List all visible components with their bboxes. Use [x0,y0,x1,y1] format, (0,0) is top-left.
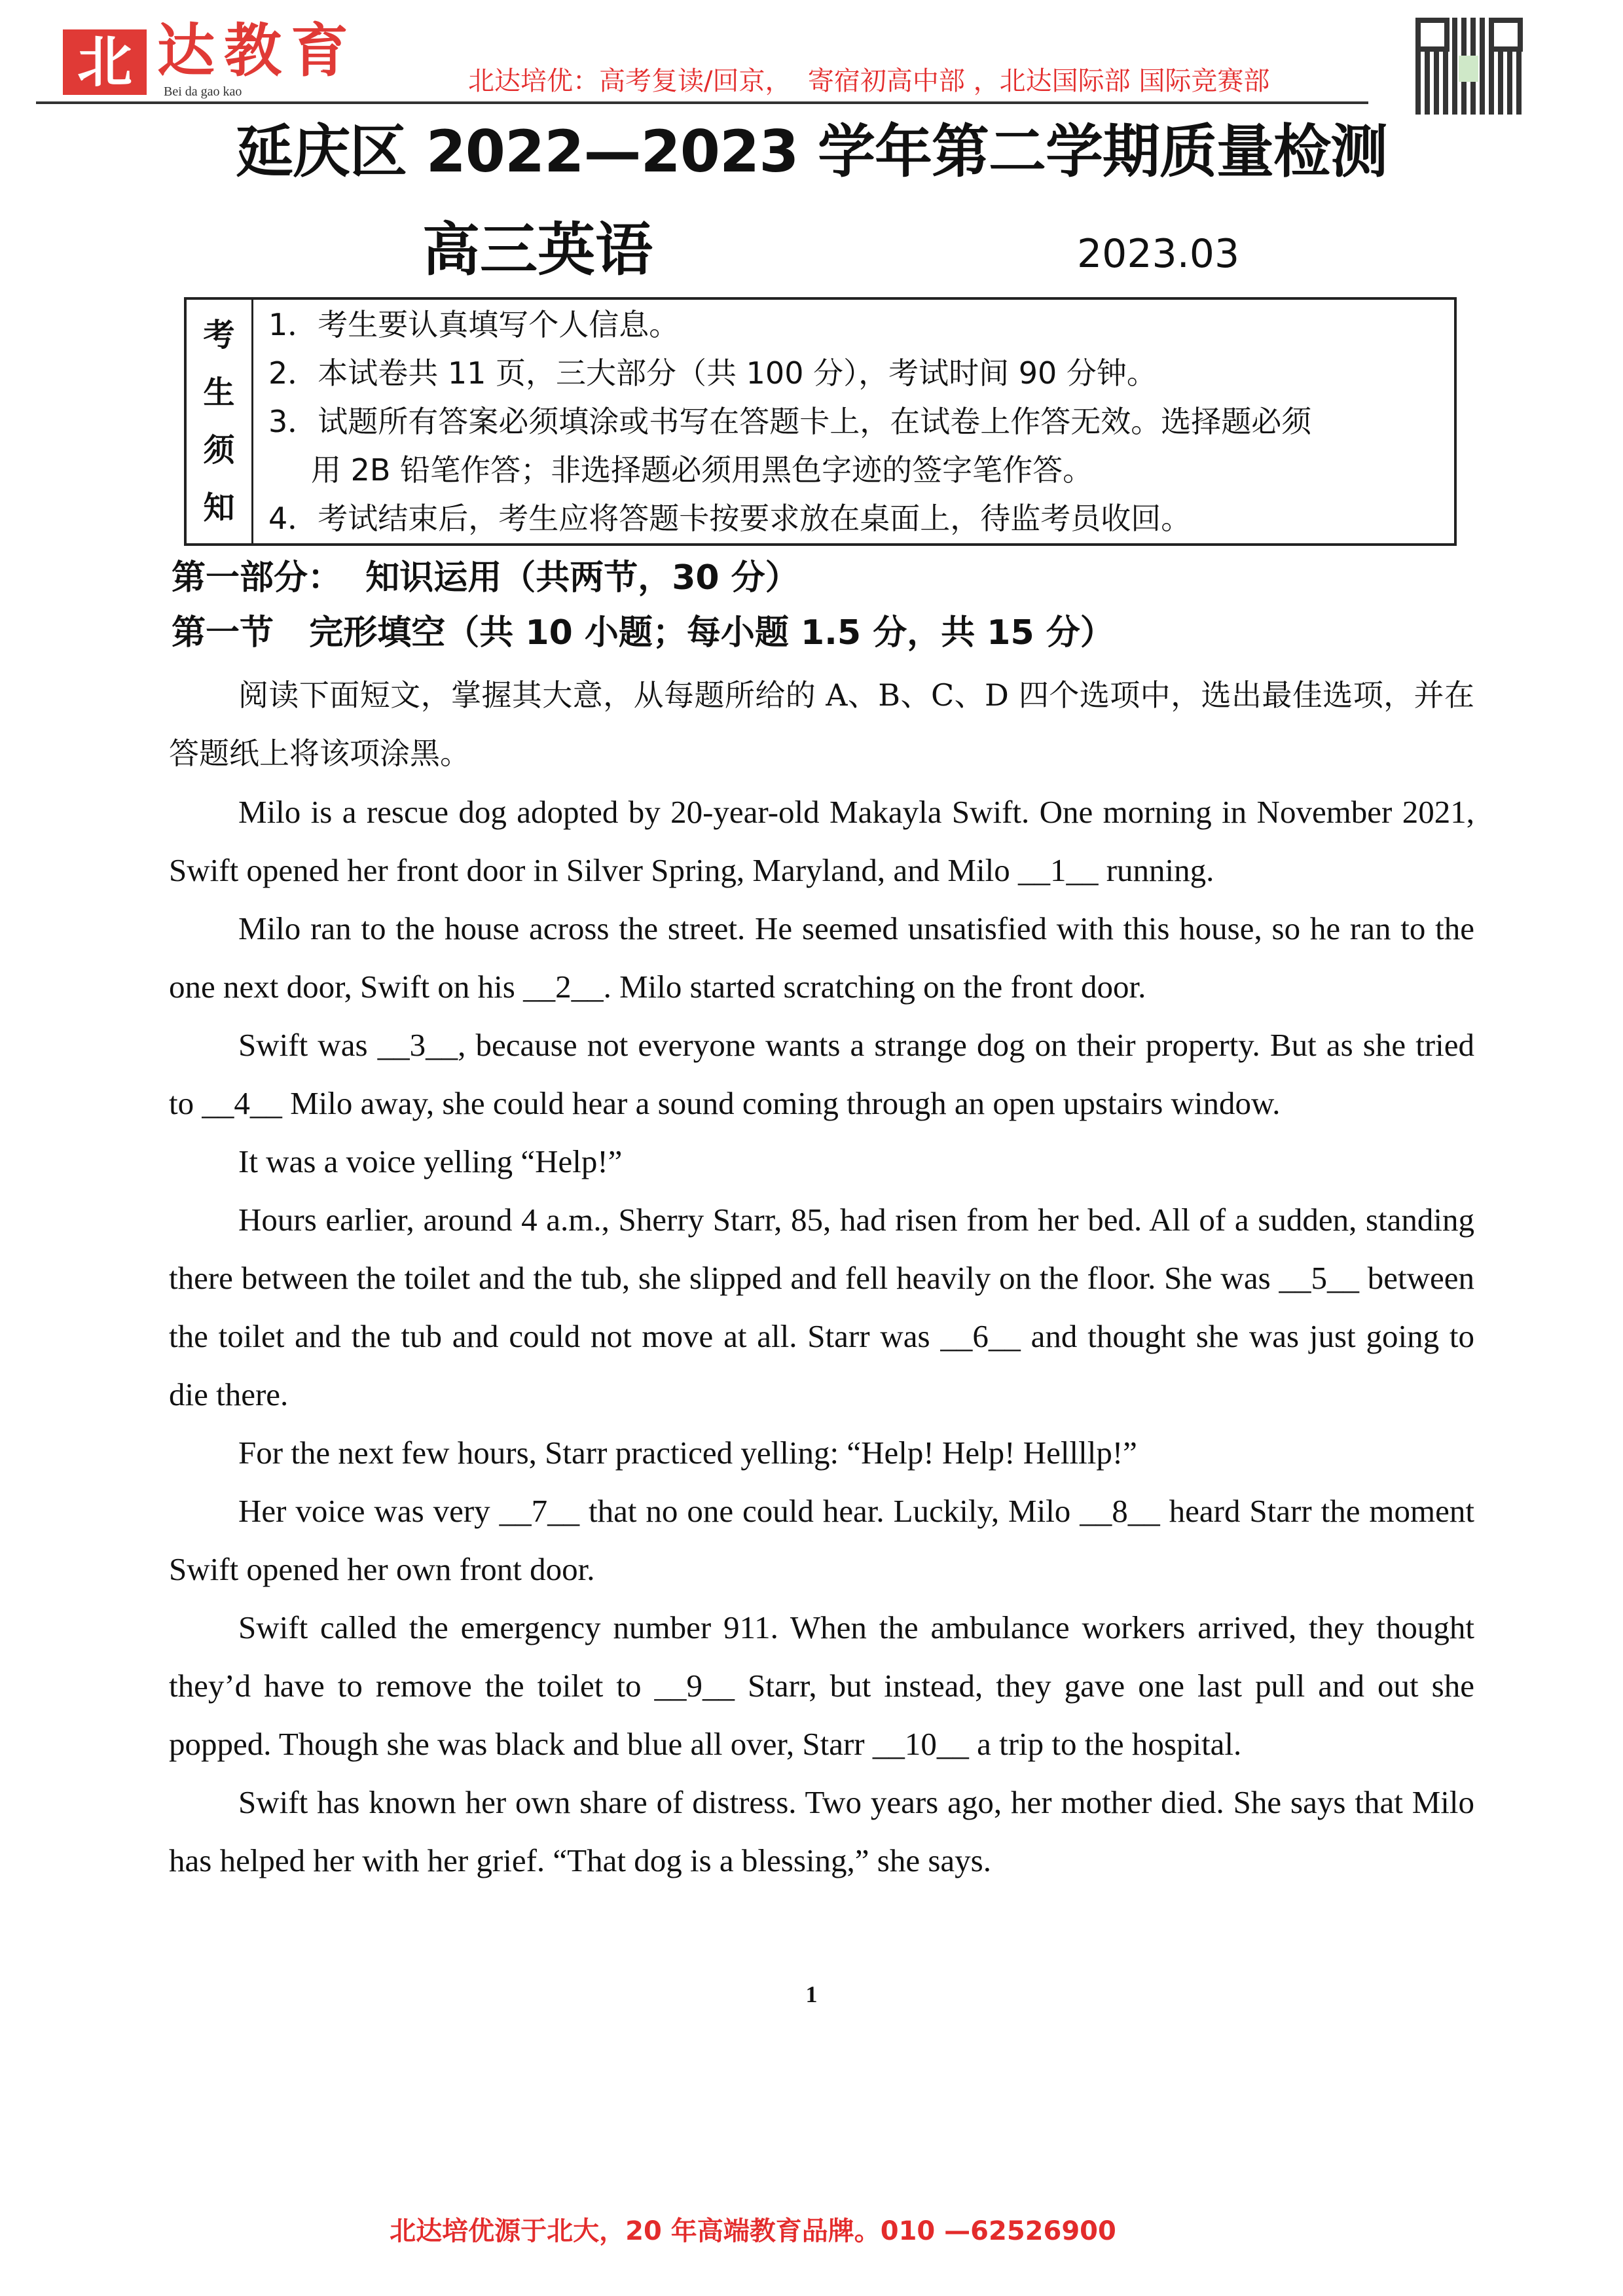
paragraph: Her voice was very __7__ that no one could hear. Luckily, Milo __8__ heard Starr the moment Swift opened her own front door. [169,1493,1474,1587]
notice-item: 4．考试结束后，考生应将答题卡按要求放在桌面上，待监考员收回。 [268,501,1192,536]
part-heading: 第一部分： 知识运用（共两节，30 分） [172,558,799,598]
passage [169,666,1474,1890]
paragraph: Hours earlier, around 4 a.m., Sherry Starr, 85, had risen from her bed. All of a sudden, standing there between the toilet and the tub, she slipped and fell heavily on the floor. She was __5__ between the toilet and the tub and could not move at all. Starr was __6__ and thought she was just going to die there. [169,1202,1474,1412]
notice-item: 3．试题所有答案必须填涂或书写在答题卡上，在试卷上作答无效。选择题必须 [268,404,1312,439]
notice-label-char: 须 [203,432,235,469]
exam-date: 2023.03 [1077,231,1240,277]
logo-mark: 北 [63,29,147,95]
paragraph: Milo is a rescue dog adopted by 20-year-old Makayla Swift. One morning in November 2021, Swift opened her front door in Silver Spring, Maryland, and Milo __1__ running. [169,794,1474,888]
exam-title: 延庆区 2022—2023 学年第二学期质量检测 [235,118,1388,185]
qr-logo [1459,56,1478,82]
paragraph: For the next few hours, Starr practiced yelling: “Help! Help! Hellllp!” [238,1435,1137,1471]
notice-label-char: 知 [203,490,235,526]
paragraph: Milo ran to the house across the street. He seemed unsatisfied with this house, so he ran to the one next door, Swift on his __2__. Milo started scratching on the front door. [169,910,1474,1005]
paragraph: It was a voice yelling “Help!” [238,1143,623,1179]
logo-text: 达教育 [157,16,358,84]
page-number: 1 [805,1981,818,2007]
paragraph: Swift has known her own share of distress. Two years ago, her mother died. She says that Milo has helped her with her grief. “That dog is a blessing,” she says. [169,1784,1474,1878]
footer-ad: 北达培优源于北大，20 年高端教育品牌。010 —62526900 [390,2216,1116,2246]
paragraph: Swift called the emergency number 911. When the ambulance workers arrived, they thought they’d have to remove the toilet to __9__ Starr, but instead, they gave one last pull and out she popped. Though she was black and blue all over, Starr __10__ a trip to the hospital. [169,1609,1474,1762]
paragraph: Swift was __3__, because not everyone wants a strange dog on their property. But as she tried to __4__ Milo away, she could hear a sound coming through an open upstairs window. [169,1027,1474,1121]
notice-label [187,300,253,543]
notice-box [184,297,1457,546]
notice-label-char: 生 [203,374,235,411]
exam-subject: 高三英语 [422,216,653,283]
notice-label-char: 考 [203,317,235,353]
notice-item: 2．本试卷共 11 页，三大部分（共 100 分），考试时间 90 分钟。 [268,355,1157,391]
notice-item: 1．考生要认真填写个人信息。 [268,307,680,342]
instructions: 阅读下面短文，掌握其大意，从每题所给的 A、B、C、D 四个选项中，选出最佳选项，并在答题纸上将该项涂黑。 [169,677,1474,771]
logo-subtitle: Bei da gao kao [164,84,242,99]
notice-item: 用 2B 铅笔作答；非选择题必须用黑色字迹的签字笔作答。 [311,452,1093,488]
section-heading: 第一节 完形填空（共 10 小题；每小题 1.5 分，共 15 分） [172,613,1114,653]
header-slogan: 北达培优：高考复读/回京， 寄宿初高中部 ，北达国际部 国际竞赛部 [468,66,1270,96]
header-divider [36,101,1368,104]
